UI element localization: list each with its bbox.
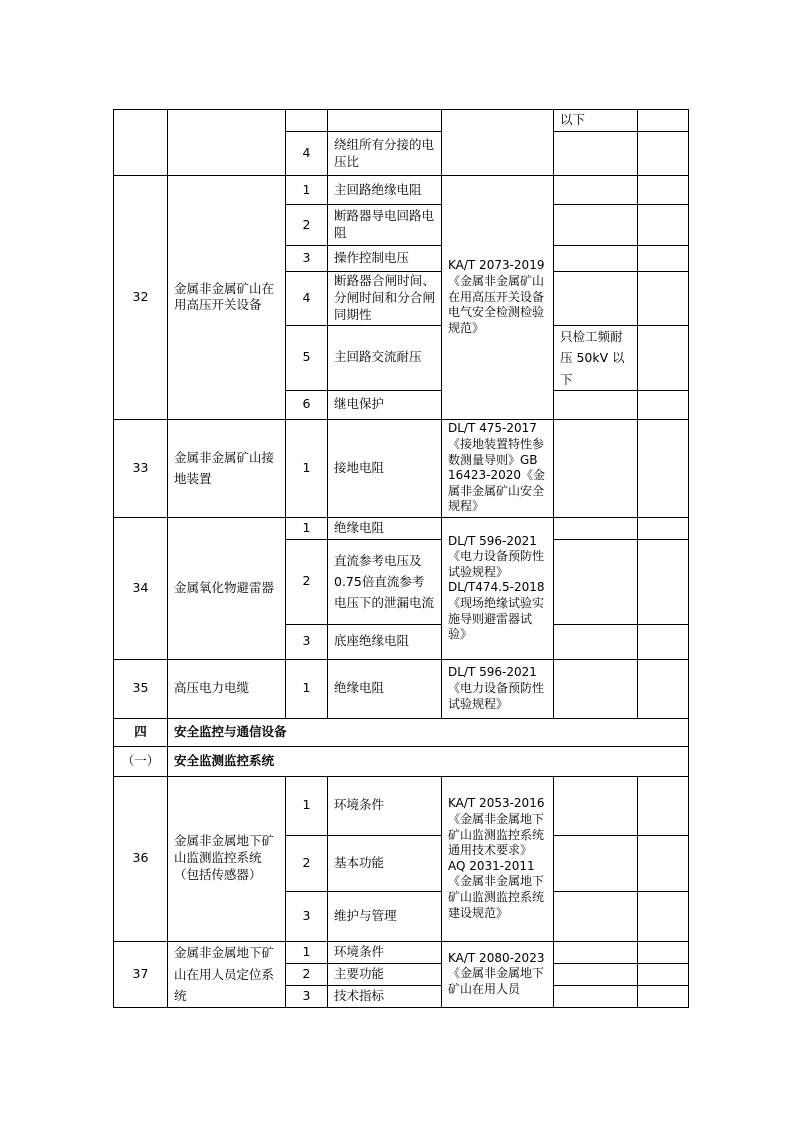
cell-extra — [638, 132, 689, 176]
cell-extra — [638, 326, 689, 391]
cell-item: 绕组所有分接的电压比 — [328, 132, 442, 176]
subsection-number: （一） — [114, 746, 168, 776]
cell-extra — [638, 776, 689, 835]
section-title: 安全监控与通信设备 — [168, 718, 689, 746]
cell-remark — [554, 419, 638, 517]
cell-extra — [638, 963, 689, 985]
cell-remark — [554, 517, 638, 539]
cell-extra — [638, 941, 689, 963]
cell-item-no: 1 — [286, 941, 328, 963]
cell-standard: KA/T 2053-2016《金属非金属地下矿山监测监控系统通用技术要求》AQ 2031-2011《金属非金属地下矿山监测监控系统建设规范》 — [442, 776, 554, 941]
cell-standard — [442, 110, 554, 176]
cell-extra — [638, 390, 689, 419]
cell-remark — [554, 390, 638, 419]
cell-item: 主回路交流耐压 — [328, 326, 442, 391]
section-row — [114, 718, 689, 746]
table-row — [114, 941, 689, 963]
cell-extra — [638, 419, 689, 517]
cell-extra — [638, 985, 689, 1007]
cell-remark — [554, 891, 638, 941]
cell-item-no — [286, 110, 328, 132]
cell-item: 直流参考电压及0.75倍直流参考电压下的泄漏电流 — [328, 539, 442, 624]
cell-extra — [638, 891, 689, 941]
inspection-items-table — [113, 109, 689, 1008]
cell-remark — [554, 132, 638, 176]
cell-item-no: 2 — [286, 539, 328, 624]
cell-name: 金属非金属矿山接地装置 — [168, 419, 286, 517]
cell-standard: DL/T 596-2021《电力设备预防性试验规程》DL/T474.5-2018《现场绝缘试验实施导则避雷器试验》 — [442, 517, 554, 659]
cell-name: 高压电力电缆 — [168, 659, 286, 718]
cell-name: 金属非金属地下矿山在用人员定位系统 — [168, 941, 286, 1007]
cell-remark — [554, 835, 638, 891]
cell-extra — [638, 835, 689, 891]
cell-remark: 只检工频耐压 50kV 以下 — [554, 326, 638, 391]
cell-item-no: 6 — [286, 390, 328, 419]
section-number: 四 — [114, 718, 168, 746]
cell-extra — [638, 176, 689, 205]
table-row — [114, 517, 689, 539]
cell-extra — [638, 659, 689, 718]
cell-no — [114, 110, 168, 176]
cell-remark — [554, 776, 638, 835]
cell-name — [168, 110, 286, 176]
cell-item-no: 1 — [286, 419, 328, 517]
table-row — [114, 176, 689, 205]
cell-item-no: 2 — [286, 963, 328, 985]
cell-item-no: 3 — [286, 246, 328, 272]
cell-extra — [638, 246, 689, 272]
cell-item: 绝缘电阻 — [328, 517, 442, 539]
cell-item: 操作控制电压 — [328, 246, 442, 272]
cell-item-no: 4 — [286, 272, 328, 326]
cell-remark — [554, 539, 638, 624]
cell-name: 金属非金属地下矿山监测监控系统（包括传感器） — [168, 776, 286, 941]
table-row — [114, 659, 689, 718]
cell-item: 底座绝缘电阻 — [328, 624, 442, 659]
cell-standard: DL/T 596-2021《电力设备预防性试验规程》 — [442, 659, 554, 718]
cell-item: 主回路绝缘电阻 — [328, 176, 442, 205]
cell-item: 环境条件 — [328, 776, 442, 835]
cell-no: 34 — [114, 517, 168, 659]
cell-item-no: 3 — [286, 891, 328, 941]
cell-item-no: 1 — [286, 659, 328, 718]
cell-remark — [554, 205, 638, 246]
cell-remark — [554, 272, 638, 326]
cell-item: 基本功能 — [328, 835, 442, 891]
cell-extra — [638, 539, 689, 624]
cell-item: 环境条件 — [328, 941, 442, 963]
cell-no: 33 — [114, 419, 168, 517]
subsection-title: 安全监测监控系统 — [168, 746, 689, 776]
table-row — [114, 110, 689, 132]
table-row — [114, 419, 689, 517]
cell-remark — [554, 624, 638, 659]
cell-name: 金属氧化物避雷器 — [168, 517, 286, 659]
cell-remark — [554, 963, 638, 985]
cell-extra — [638, 205, 689, 246]
cell-no: 32 — [114, 176, 168, 420]
cell-item-no: 1 — [286, 517, 328, 539]
cell-name: 金属非金属矿山在用高压开关设备 — [168, 176, 286, 420]
cell-remark — [554, 246, 638, 272]
cell-extra — [638, 517, 689, 539]
cell-item: 绝缘电阻 — [328, 659, 442, 718]
cell-item: 主要功能 — [328, 963, 442, 985]
cell-standard: KA/T 2073-2019《金属非金属矿山在用高压开关设备电气安全检测检验规范》 — [442, 176, 554, 420]
cell-item: 技术指标 — [328, 985, 442, 1007]
cell-remark — [554, 941, 638, 963]
cell-item-no: 2 — [286, 835, 328, 891]
cell-no: 37 — [114, 941, 168, 1007]
cell-standard: KA/T 2080-2023《金属非金属地下矿山在用人员 — [442, 941, 554, 1007]
cell-remark — [554, 176, 638, 205]
cell-item-no: 1 — [286, 176, 328, 205]
cell-remark: 以下 — [554, 110, 638, 132]
cell-no: 36 — [114, 776, 168, 941]
cell-item: 断路器导电回路电阻 — [328, 205, 442, 246]
cell-extra — [638, 110, 689, 132]
cell-item: 继电保护 — [328, 390, 442, 419]
cell-item: 接地电阻 — [328, 419, 442, 517]
cell-item-no: 1 — [286, 776, 328, 835]
subsection-row — [114, 746, 689, 776]
cell-item-no: 2 — [286, 205, 328, 246]
cell-standard: DL/T 475-2017《接地装置特性参数测量导则》GB 16423-2020《金属非金属矿山安全规程》 — [442, 419, 554, 517]
cell-item-no: 3 — [286, 624, 328, 659]
cell-item — [328, 110, 442, 132]
cell-no: 35 — [114, 659, 168, 718]
cell-extra — [638, 272, 689, 326]
cell-remark — [554, 985, 638, 1007]
table-row — [114, 776, 689, 835]
cell-item-no: 3 — [286, 985, 328, 1007]
cell-extra — [638, 624, 689, 659]
cell-item: 断路器合闸时间、分闸时间和分合闸同期性 — [328, 272, 442, 326]
cell-item: 维护与管理 — [328, 891, 442, 941]
cell-remark — [554, 659, 638, 718]
cell-item-no: 4 — [286, 132, 328, 176]
cell-item-no: 5 — [286, 326, 328, 391]
